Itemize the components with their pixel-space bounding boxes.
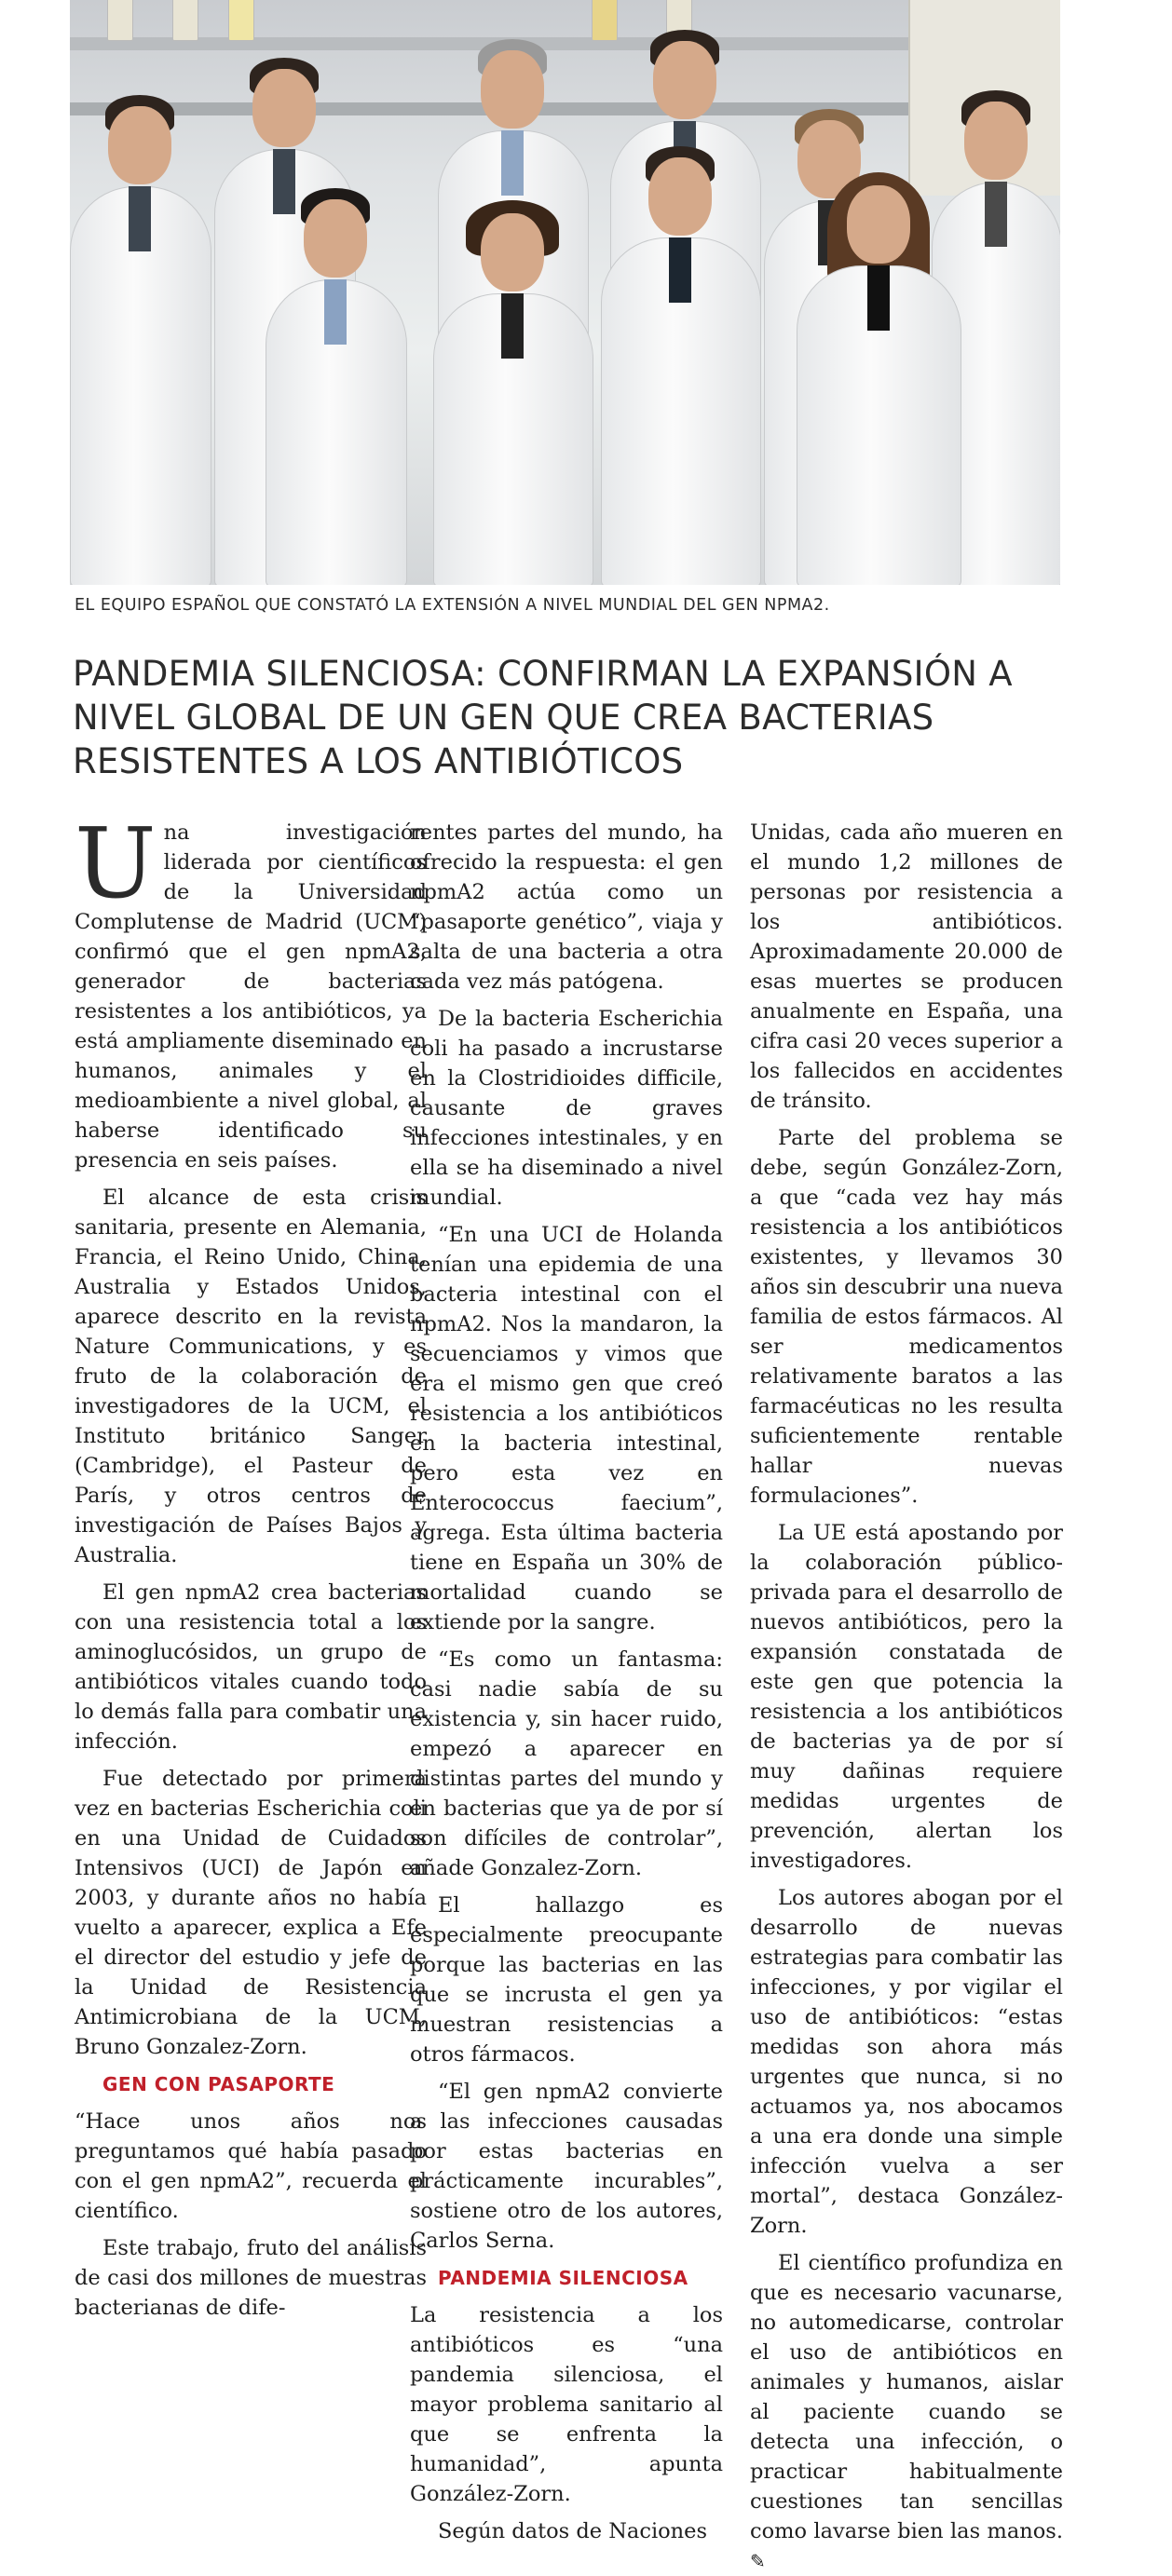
- team-member: [433, 200, 592, 585]
- paragraph: rentes partes del mundo, ha ofrecido la respuesta: el gen npmA2 actúa como un “pasaporte genético”, viaja y salta de una bacteria a otra cada vez más patógena.: [410, 820, 723, 994]
- paragraph: El científico profundiza en que es necesario vacunarse, no automedicarse, controlar el uso de antibióticos en animales y humanos, aislar al paciente cuando se detecta una infección, o practicar habitualmente cuestiones tan sencillas como lavarse bien las manos. ✎: [750, 2251, 1063, 2572]
- paragraph: “Es como un fantasma: casi nadie sabía de su existencia y, sin hacer ruido, empezó a aparecer en distintas partes del mundo y en bacterias que ya de por sí son difíciles de controlar”, añade Gonzalez-Zorn.: [410, 1647, 723, 1880]
- paragraph: Fue detectado por primera vez en bacterias Escherichia coli en una Unidad de Cuidados Intensivos (UCI) de Japón en 2003, y durante años no había vuelto a aparecer, explica a Efe el director del estudio y jefe de la Unidad de Resistencia Antimicrobiana de la UCM, Bruno Gonzalez-Zorn.: [75, 1767, 427, 2059]
- paragraph: El hallazgo es especialmente preocupante porque las bacterias en las que se incrusta el gen ya muestran resistencias a otros fármacos.: [410, 1893, 723, 2067]
- subheading: PANDEMIA SILENCIOSA: [438, 2267, 688, 2289]
- team-member: [70, 93, 210, 585]
- photo-caption: EL EQUIPO ESPAÑOL QUE CONSTATÓ LA EXTENSIÓN A NIVEL MUNDIAL DEL GEN NPMA2.: [75, 596, 830, 615]
- article-headline: PANDEMIA SILENCIOSA: CONFIRMAN LA EXPANSIÓN A NIVEL GLOBAL DE UN GEN QUE CREA BACTERIAS RESISTENTES A LOS ANTIBIÓTICOS: [73, 654, 1013, 781]
- paragraph: “Hace unos años nos preguntamos qué había pasado con el gen npmA2”, recuerda el científico.: [75, 2109, 427, 2223]
- paragraph: La UE está apostando por la colaboración público-privada para el desarrollo de nuevos antibióticos, pero la expansión constatada de este gen que potencia la resistencia a los antibióticos de bacterias ya de por sí muy dañinas requiere medidas urgentes de prevención, alertan los investigadores.: [750, 1521, 1063, 1873]
- subheading: GEN CON PASAPORTE: [102, 2073, 335, 2095]
- team-member: [601, 144, 759, 585]
- team-member: [266, 186, 405, 585]
- paragraph: Según datos de Naciones: [438, 2519, 708, 2543]
- team-member: [797, 172, 960, 585]
- paragraph: “En una UCI de Holanda tenían una epidemia de una bacteria intestinal con el npmA2. Nos la mandaron, la secuenciamos y vimos que era el mismo gen que creó resistencia a los antibióticos en la bacteria intestinal, pero esta vez en Enterococcus faecium”, agrega. Esta última bacteria tiene en España un 30% de mortalidad cuando se extiende por la sangre.: [410, 1223, 723, 1634]
- paragraph: Una investigación liderada por científicos de la Universidad Complutense de Madrid (UCM) confirmó que el gen npmA2, generador de bacterias resistentes a los antibióticos, ya está ampliamente diseminado en humanos, animales y el medioambiente a nivel global, al haberse identificado su presencia en seis países.: [75, 807, 427, 1173]
- article-column-1: [75, 807, 427, 2323]
- paragraph: El gen npmA2 crea bacterias con una resistencia total a los aminoglucósidos, un grupo de antibióticos vitales cuando todo lo demás falla para combatir una infección.: [75, 1580, 427, 1754]
- team-photo: [70, 0, 1060, 585]
- bottle-icon: [107, 0, 133, 41]
- paragraph: Este trabajo, fruto del análisis de casi dos millones de muestras bacterianas de dife-: [75, 2236, 427, 2320]
- paragraph: La resistencia a los antibióticos es “una pandemia silenciosa, el mayor problema sanitario al que se enfrenta la humanidad”, apunta González-Zorn.: [410, 2303, 723, 2506]
- paragraph: De la bacteria Escherichia coli ha pasado a incrustarse en la Clostridioides difficile, causante de graves infecciones intestinales, y en ella se ha diseminado a nivel mundial.: [410, 1007, 723, 1210]
- article-column-3: [750, 818, 1063, 2576]
- paragraph: Los autores abogan por el desarrollo de nuevas estrategias para combatir las infecciones, y por vigilar el uso de antibióticos: “estas medidas son ahora más urgentes que nunca, si no actuamos ya, nos abocamos a una era donde una simple infección vuelva a ser mortal”, destaca González-Zorn.: [750, 1886, 1063, 2238]
- end-mark-icon: ✎: [750, 2550, 766, 2572]
- bottle-icon: [172, 0, 198, 41]
- paragraph: Parte del problema se debe, según González-Zorn, a que “cada vez hay más resistencia a los antibióticos existentes, y llevamos 30 años sin descubrir una nueva familia de estos fármacos. Al ser medicamentos relativamente baratos a las farmacéuticas no les resulta suficientemente rentable hallar nuevas formulaciones”.: [750, 1126, 1063, 1508]
- paragraph: “El gen npmA2 convierte a las infecciones causadas por estas bacterias en prácticamente incurables”, sostiene otro de los autores, Carlos Serna.: [410, 2080, 723, 2253]
- paragraph: Unidas, cada año mueren en el mundo 1,2 millones de personas por resistencia a los antibióticos. Aproximadamente 20.000 de esas muertes se producen anualmente en España, una cifra casi 20 veces superior a los fallecidos en accidentes de tránsito.: [750, 820, 1063, 1113]
- paragraph: El alcance de esta crisis sanitaria, presente en Alemania, Francia, el Reino Unido, China, Australia y Estados Unidos, aparece descrito en la revista Nature Communications, y es fruto de la colaboración de investigadores de la UCM, el Instituto británico Sanger (Cambridge), el Pasteur de París, y otros centros de investigación de Países Bajos y Australia.: [75, 1186, 427, 1567]
- article-column-2: [410, 818, 723, 2546]
- drop-cap: U: [75, 807, 157, 920]
- bottle-icon: [228, 0, 254, 41]
